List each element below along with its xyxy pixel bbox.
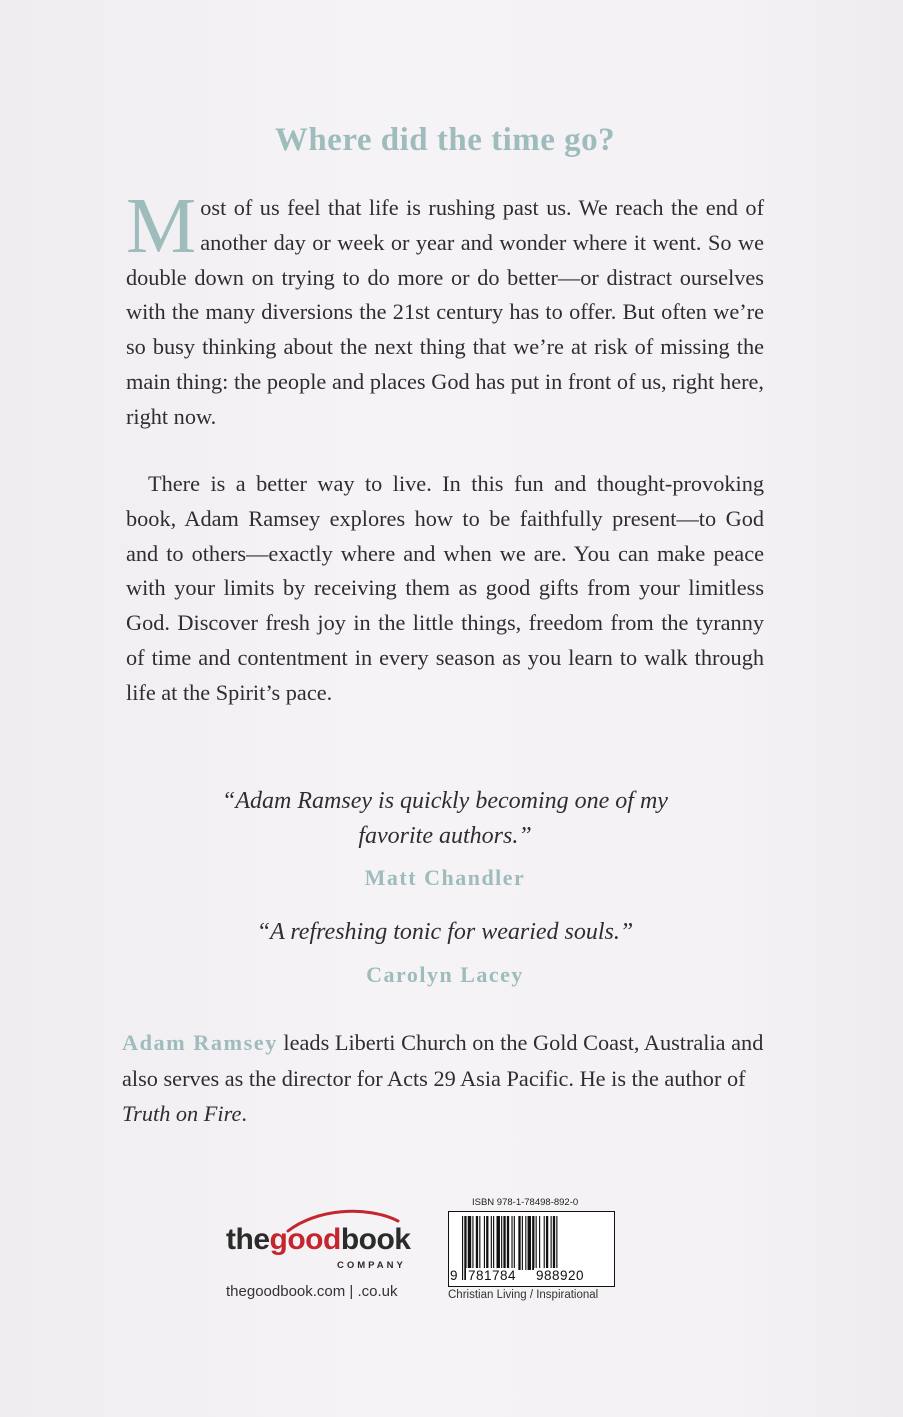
endorsement-quote-2: “A refreshing tonic for wearied souls.” [256,919,634,945]
isbn-text: ISBN 978-1-78498-892-0 [472,1197,579,1208]
bio-end: . [241,1101,247,1126]
author-bio [122,1025,772,1132]
paragraph-1-text: ost of us feel that life is rushing past us. We reach the end of another day or week or year and wonder where it went. So we double down on trying to do more or do better—or distract ourselves with the many diversions the 21st century has to offer. But often we’re so busy thinking about the next thing that we’re at risk of missing the main thing: the people and places God has put in front of us, right here, right now. [126,195,764,429]
book-title: Truth on Fire [122,1101,242,1126]
endorsement-author-1: Matt Chandler [364,865,526,890]
quote-1-line-1: “Adam Ramsey is quickly becoming one of my [222,788,668,814]
logo-wordmark [226,1223,410,1257]
drop-cap: M [126,183,197,270]
description-paragraph-2 [126,467,764,711]
barcode-digits-group-1: 781784 [468,1268,517,1283]
endorsement-quote-1 [0,784,890,854]
logo-word-book: book [340,1223,411,1256]
publisher-website: thegoodbook.com | .co.uk [226,1283,398,1300]
book-category: Christian Living / Inspirational [448,1289,599,1301]
quote-1-line-2: favorite authors.” [358,823,532,849]
bio-text: leads Liberti Church on the Gold Coast, Australia and also serves as the director for Acts 29 Asia Pacific. He is the author of [122,1030,764,1091]
publisher-logo [226,1205,426,1275]
description-paragraph-1 [126,183,764,435]
author-name: Adam Ramsey [122,1030,278,1055]
paragraph-2-text: There is a better way to live. In this fun and thought-provoking book, Adam Ramsey explores how to be faithfully present—to God and to others—exactly where and when we are. You can make peace with your limits by receiving them as good gifts from your limitless God. Discover fresh joy in the little things, freedom from the tyranny of time and contentment in every season as you learn to walk through life at the Spirit’s pace. [126,471,764,705]
logo-word-the: the [226,1223,270,1256]
barcode-digits-group-2: 988920 [536,1268,585,1283]
logo-company: COMPANY [337,1260,406,1271]
logo-word-good: good [269,1223,341,1256]
endorsement-author-2: Carolyn Lacey [366,962,524,987]
barcode-digit-first: 9 [450,1268,459,1283]
headline: Where did the time go? [274,122,616,158]
